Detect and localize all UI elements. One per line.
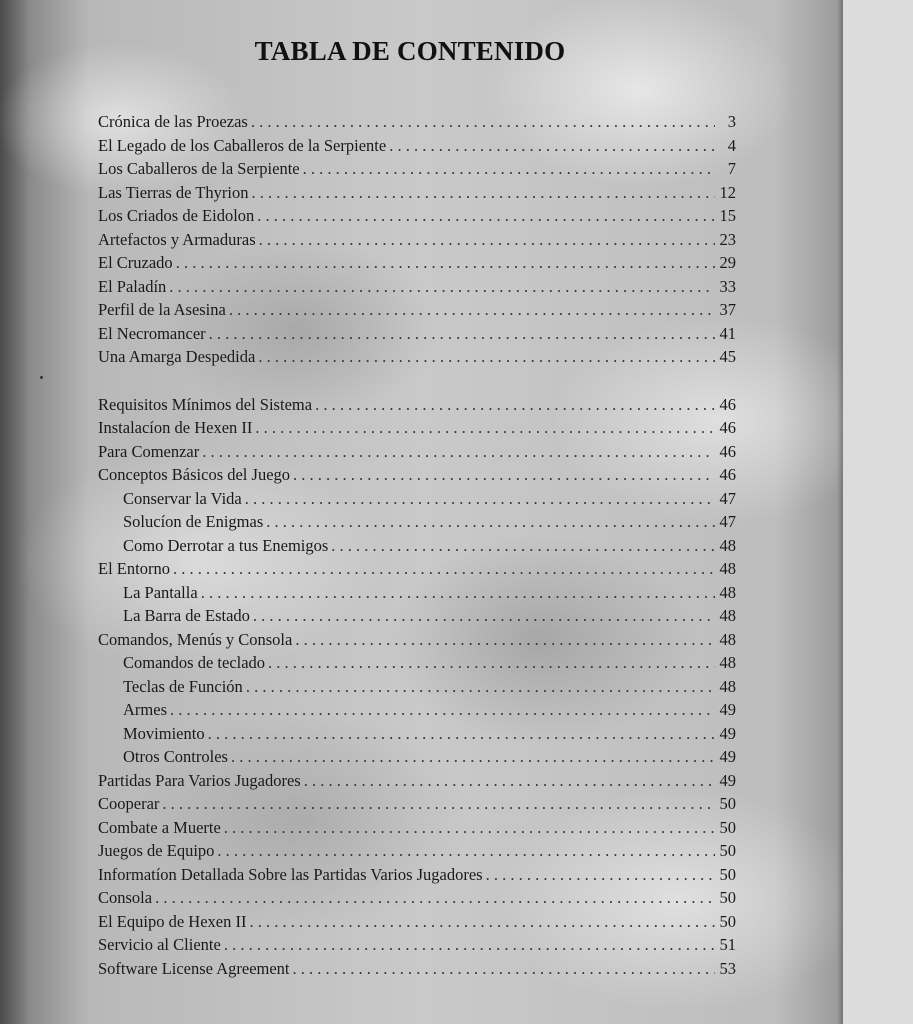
toc-subentry — [98, 651, 736, 675]
dot-leader — [155, 886, 715, 910]
toc-entry-title: Consola — [98, 888, 153, 907]
toc-entry — [98, 393, 736, 417]
toc-entry — [98, 886, 736, 910]
toc-entry — [98, 628, 736, 652]
toc-subentry — [98, 581, 736, 605]
toc-entry — [98, 957, 736, 981]
toc-entry — [98, 416, 736, 440]
toc-entry-title: Servicio al Cliente — [98, 935, 221, 954]
toc-page-number: 48 — [719, 676, 736, 696]
toc-entry — [98, 275, 736, 299]
dot-leader — [259, 228, 715, 252]
toc-subentry — [98, 745, 736, 769]
toc-entry-title: El Entorno — [98, 559, 170, 578]
toc-page-number: 49 — [719, 770, 736, 790]
dot-leader — [224, 933, 715, 957]
toc-subentry — [98, 604, 736, 628]
toc-entry-title: Informatíon Detallada Sobre las Partidas Varios Jugadores — [98, 864, 483, 884]
toc-entry-title: El Equipo de Hexen II — [98, 911, 247, 931]
toc-entry — [98, 134, 736, 158]
toc-entry — [98, 440, 736, 464]
toc-subentry — [98, 722, 736, 746]
dot-leader — [217, 839, 715, 863]
toc-entry-title: El Legado de los Caballeros de la Serpiente — [98, 135, 387, 155]
dot-leader — [331, 534, 715, 558]
toc-page-number: 48 — [719, 535, 736, 555]
toc-subentry — [98, 698, 736, 722]
toc-entry-title: La Barra de Estado — [123, 606, 250, 625]
toc-page-number: 48 — [719, 629, 736, 649]
dot-leader — [202, 440, 715, 464]
toc-page-number: 48 — [719, 653, 736, 672]
toc-entry — [98, 345, 736, 369]
toc-page-number: 51 — [719, 935, 736, 954]
toc-entry — [98, 816, 736, 840]
toc-entry — [98, 298, 736, 322]
toc-page-number: 50 — [719, 841, 736, 860]
dot-leader — [245, 487, 715, 511]
dot-leader — [251, 110, 715, 134]
dot-leader — [389, 134, 715, 158]
toc-entry-title: Conceptos Básicos del Juego — [98, 465, 291, 484]
toc-entry-title: Perfil de la Asesina — [98, 300, 226, 319]
dot-leader — [170, 698, 715, 722]
toc-entry — [98, 557, 736, 581]
toc-entry-title: Requisitos Mínimos del Sistema — [98, 394, 313, 414]
toc-page-number: 46 — [719, 394, 736, 414]
toc-entry-title: El Cruzado — [98, 253, 173, 272]
toc-subentry — [98, 510, 736, 534]
toc-page-number: 50 — [719, 888, 736, 907]
toc-page-number: 49 — [719, 723, 736, 743]
toc-entry-title: Para Comenzar — [98, 441, 200, 461]
toc-entry — [98, 322, 736, 346]
page-title: TABLA DE CONTENIDO — [254, 36, 566, 66]
toc-page-number: 48 — [719, 559, 736, 578]
toc-page-number: 45 — [719, 347, 736, 366]
dot-leader — [266, 510, 715, 534]
toc-page-number: 37 — [719, 300, 736, 319]
dot-leader — [295, 628, 715, 652]
toc-entry — [98, 228, 736, 252]
dot-leader — [201, 581, 715, 605]
toc-entry-title: Artefactos y Armaduras — [98, 229, 256, 249]
dot-leader — [486, 863, 715, 887]
toc-page-number: 47 — [719, 488, 736, 508]
toc-entry-title: Combate a Muerte — [98, 817, 221, 837]
toc-entry — [98, 157, 736, 181]
toc-entry-title: Software License Agreement — [98, 958, 290, 978]
toc-entry-title: Armes — [123, 700, 167, 719]
toc-entry-title: Conservar la Vida — [123, 488, 242, 508]
dot-leader — [224, 816, 715, 840]
toc-page-number: 12 — [719, 182, 736, 202]
toc-page-number: 41 — [719, 323, 736, 343]
toc-page-number: 7 — [727, 159, 736, 178]
toc-entry — [98, 910, 736, 934]
toc-entry — [98, 204, 736, 228]
toc-page-number: 46 — [719, 465, 736, 484]
toc-entry — [98, 863, 736, 887]
toc-subentry — [98, 675, 736, 699]
toc-entry-title: Movimiento — [123, 723, 205, 743]
toc-page-number: 46 — [719, 418, 736, 437]
toc-entry-title: Comandos de teclado — [123, 653, 266, 672]
toc-entry — [98, 839, 736, 863]
toc-page-number: 50 — [719, 864, 736, 884]
toc-page-number: 33 — [719, 276, 736, 296]
toc-page-number: 50 — [719, 817, 736, 837]
dot-leader — [173, 557, 715, 581]
table-of-contents — [98, 110, 736, 980]
dot-leader — [255, 416, 715, 440]
toc-page-number: 48 — [719, 606, 736, 625]
toc-subentry — [98, 487, 736, 511]
toc-page-number: 50 — [719, 794, 736, 813]
toc-entry — [98, 251, 736, 275]
toc-entry-title: Solucíon de Enigmas — [123, 512, 264, 531]
toc-entry-title: Cooperar — [98, 794, 160, 813]
toc-page-number: 53 — [719, 958, 736, 978]
toc-page-number: 47 — [719, 512, 736, 531]
toc-entry — [98, 933, 736, 957]
toc-page-number: 23 — [719, 229, 736, 249]
dot-leader — [162, 792, 715, 816]
toc-entry-title: Los Caballeros de la Serpiente — [98, 159, 300, 178]
toc-section-main — [98, 110, 736, 369]
toc-page-number: 15 — [719, 206, 736, 225]
toc-entry-title: Otros Controles — [123, 747, 228, 766]
toc-entry — [98, 110, 736, 134]
toc-page-number: 3 — [727, 112, 736, 131]
toc-page-number: 29 — [719, 253, 736, 272]
toc-page-number: 49 — [719, 747, 736, 766]
toc-page-number: 46 — [719, 441, 736, 461]
dot-leader — [176, 251, 715, 275]
toc-entry-title: Instalacíon de Hexen II — [98, 418, 253, 437]
toc-page-number: 50 — [719, 911, 736, 931]
dot-leader — [315, 393, 715, 417]
dot-leader — [253, 604, 715, 628]
toc-entry-title: El Necromancer — [98, 323, 206, 343]
dot-leader — [229, 298, 715, 322]
dot-leader — [209, 322, 715, 346]
toc-entry-title: Como Derrotar a tus Enemigos — [123, 535, 329, 555]
toc-subentry — [98, 534, 736, 558]
dot-leader — [304, 769, 715, 793]
toc-entry — [98, 463, 736, 487]
toc-entry-title: Los Criados de Eidolon — [98, 206, 255, 225]
toc-page-number: 49 — [719, 700, 736, 719]
dot-leader — [293, 957, 715, 981]
toc-entry-title: Juegos de Equipo — [98, 841, 215, 860]
section-gap — [98, 369, 736, 393]
toc-section-manual — [98, 393, 736, 981]
toc-entry-title: Teclas de Función — [123, 676, 243, 696]
toc-entry-title: Comandos, Menús y Consola — [98, 629, 293, 649]
toc-page-number: 4 — [727, 135, 736, 155]
toc-entry — [98, 792, 736, 816]
toc-entry-title: Una Amarga Despedida — [98, 347, 256, 366]
dot-leader — [231, 745, 715, 769]
toc-entry-title: Las Tierras de Thyrion — [98, 182, 249, 202]
dot-leader — [257, 204, 715, 228]
dot-leader — [251, 181, 715, 205]
dot-leader — [246, 675, 715, 699]
dot-leader — [208, 722, 715, 746]
toc-entry-title: Crónica de las Proezas — [98, 112, 248, 131]
toc-page-number: 48 — [719, 582, 736, 602]
toc-entry — [98, 181, 736, 205]
toc-entry-title: El Paladín — [98, 276, 167, 296]
dot-leader — [268, 651, 715, 675]
toc-entry — [98, 769, 736, 793]
dot-leader — [293, 463, 715, 487]
toc-entry-title: La Pantalla — [123, 582, 198, 602]
dot-leader — [249, 910, 715, 934]
paper-speck — [40, 376, 43, 379]
dot-leader — [303, 157, 715, 181]
toc-entry-title: Partidas Para Varios Jugadores — [98, 770, 301, 790]
dot-leader — [169, 275, 715, 299]
dot-leader — [258, 345, 715, 369]
